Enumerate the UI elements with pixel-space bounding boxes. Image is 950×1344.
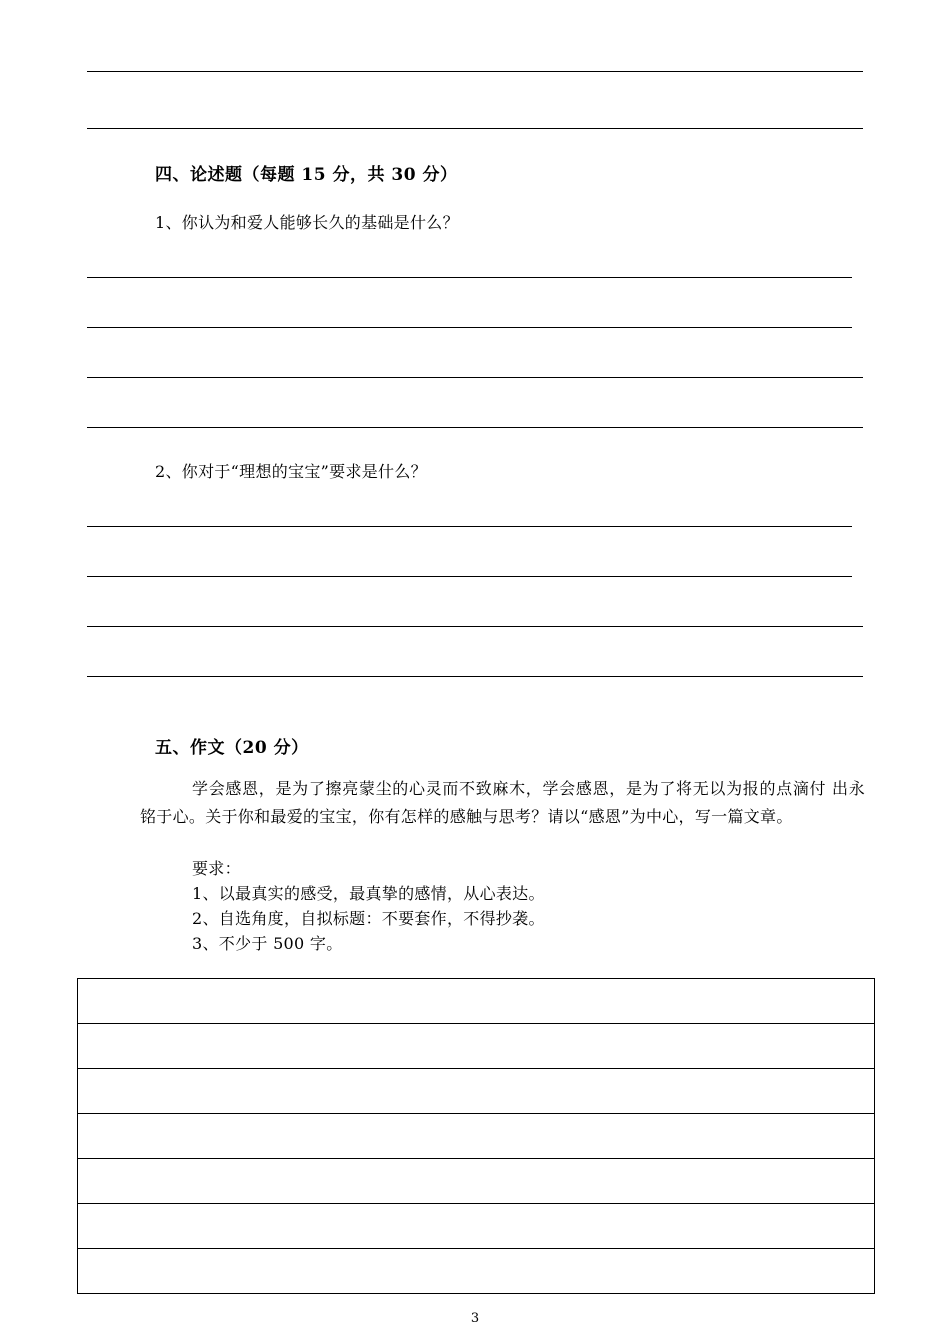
requirements-label: 要求：	[192, 859, 241, 878]
writing-row[interactable]	[78, 1069, 874, 1114]
answer-line	[87, 576, 852, 577]
answer-line	[87, 676, 863, 677]
answer-line	[87, 71, 863, 72]
writing-row[interactable]	[78, 1204, 874, 1249]
answer-line	[87, 626, 863, 627]
essay-prompt: 学会感恩，是为了擦亮蒙尘的心灵而不致麻木，学会感恩，是为了将无以为报的点滴付 出永铭于心。关于你和最爱的宝宝，你有怎样的感触与思考？请以“感恩”为中心，写一篇文章。	[140, 779, 865, 826]
answer-line	[87, 277, 852, 278]
requirement-1: 1、以最真实的感受，最真挚的感情，从心表达。	[192, 884, 545, 903]
answer-line	[87, 128, 863, 129]
answer-line	[87, 377, 863, 378]
section-4-heading: 四、论述题（每题 15 分，共 30 分）	[155, 165, 458, 185]
writing-row[interactable]	[78, 1114, 874, 1159]
answer-line	[87, 327, 852, 328]
writing-row[interactable]	[78, 1024, 874, 1069]
writing-row[interactable]	[78, 979, 874, 1024]
question-1: 1、你认为和爱人能够长久的基础是什么？	[155, 213, 459, 232]
writing-grid[interactable]	[77, 978, 875, 1294]
requirement-3: 3、不少于 500 字。	[192, 934, 343, 953]
writing-row[interactable]	[78, 1159, 874, 1204]
question-2: 2、你对于“理想的宝宝”要求是什么？	[155, 462, 427, 481]
answer-line	[87, 526, 852, 527]
requirement-2: 2、自选角度，自拟标题：不要套作，不得抄袭。	[192, 909, 545, 928]
writing-row[interactable]	[78, 1249, 874, 1294]
section-5-heading: 五、作文（20 分）	[155, 738, 309, 758]
page-number: 3	[470, 1311, 480, 1326]
answer-line	[87, 427, 863, 428]
